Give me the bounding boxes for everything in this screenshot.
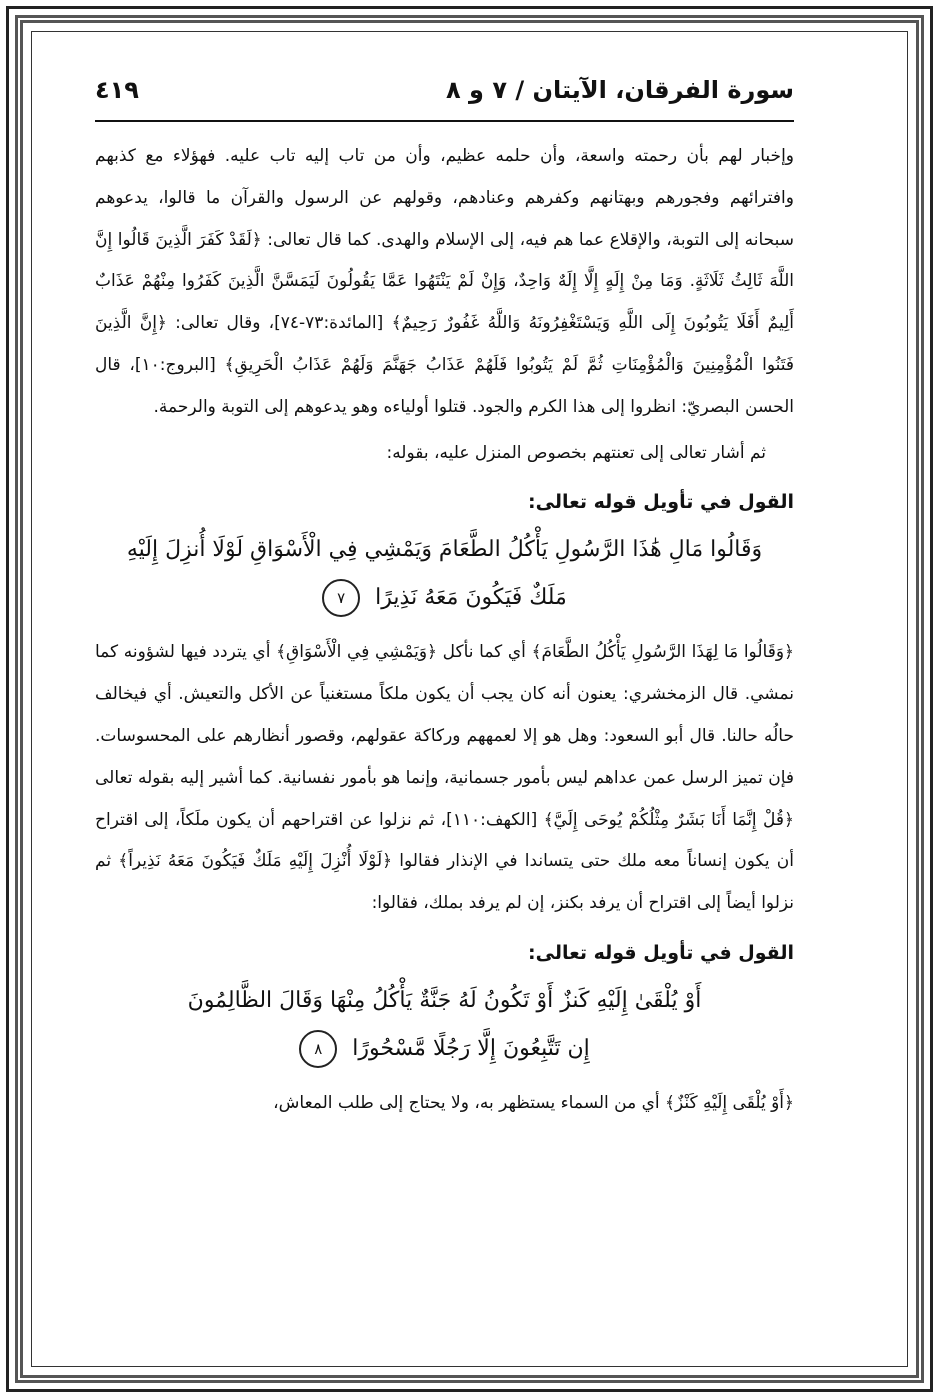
section-heading-2: القول في تأويل قوله تعالى:	[528, 941, 794, 964]
verse-7-line-1: وَقَالُوا مَالِ هَٰذَا الرَّسُولِ يَأْكُلُ الطَّعَامَ وَيَمْشِي فِي الْأَسْوَاقِ لَوْلَا أُنزِلَ إِلَيْهِ	[126, 537, 763, 563]
page-content	[95, 136, 794, 1125]
verse-7-line-2-text: مَلَكٌ فَيَكُونَ مَعَهُ نَذِيرًا	[375, 585, 567, 611]
verse-8-line-2-text: إِن تَتَّبِعُونَ إِلَّا رَجُلًا مَّسْحُورًا	[352, 1035, 590, 1061]
quran-verse-8	[95, 977, 794, 1073]
page-number: ٤١٩	[95, 76, 139, 104]
verse-8-line-1: أَوْ يُلْقَىٰ إِلَيْهِ كَنزٌ أَوْ تَكُونُ لَهُ جَنَّةٌ يَأْكُلُ مِنْهَا وَقَالَ الظَّالِمُونَ	[187, 987, 702, 1013]
running-title: سورة الفرقان، الآيتان / ٧ و ٨	[446, 76, 794, 104]
verse-8-line-2	[95, 1025, 794, 1073]
paragraph-4: ﴿أَوْ يُلْقَى إِلَيْهِ كَنْزٌ﴾ أي من السماء يستظهر به، ولا يحتاج إلى طلب المعاش،	[273, 1092, 794, 1113]
paragraph-3: ﴿وَقَالُوا مَا لِهَذَا الرَّسُولِ يَأْكُلُ الطَّعَامَ﴾ أي كما نأكل ﴿وَيَمْشِي فِي الْأَسْوَاقِ﴾ أي يتردد فيها لشؤونه كما نمشي. قال الزمخشري: يعنون أنه كان يجب أن يكون ملكاً مستغنياً عن الأكل والتعيش. أي فيخالف حالُه حالنا. قال أبو السعود: وهل هو إلا لعمههم وركاكة عقولهم، وقصور أنظارهم على المحسوسات. فإن تميز الرسل عمن عداهم ليس بأمور جسمانية، وإنما هو بأمور نفسانية. كما أشير إليه بقوله تعالى ﴿قُلْ إِنَّمَا أَنَا بَشَرٌ مِثْلُكُمْ يُوحَى إِلَيَّ﴾ [الكهف:١١٠]، ثم نزلوا عن اقتراحهم أن يكون ملَكاً، إلى اقتراح أن يكون إنساناً معه ملك حتى يتساندا في الإنذار فقالوا ﴿لَوْلَا أُنْزِلَ إِلَيْهِ مَلَكٌ فَيَكُونَ مَعَهُ نَذِيراً﴾ ثم نزلوا أيضاً إلى اقتراح أن يرفد بكنز، إن لم يرفد بملك، فقالوا:	[95, 642, 794, 914]
verse-number-marker: ٧	[322, 579, 360, 617]
paragraph-2: ثم أشار تعالى إلى تعنتهم بخصوص المنزل عليه، بقوله:	[386, 442, 766, 463]
quran-verse-7	[95, 526, 794, 622]
verse-7-line-2	[95, 574, 794, 622]
paragraph-1: وإخبار لهم بأن رحمته واسعة، وأن حلمه عظيم، وأن من تاب إليه تاب عليه. فهؤلاء مع كذبهم وافترائهم وفجورهم وبهتانهم وكفرهم وعنادهم، وقولهم عن الرسول والقرآن ما قالوا، يدعوهم سبحانه إلى التوبة، والإقلاع عما هم فيه، إلى الإسلام والهدى. كما قال تعالى: ﴿لَقَدْ كَفَرَ الَّذِينَ قَالُوا إِنَّ اللَّهَ ثَالِثُ ثَلَاثَةٍ. وَمَا مِنْ إِلَهٍ إِلَّا إِلَهٌ وَاحِدٌ، وَإِنْ لَمْ يَنْتَهُوا عَمَّا يَقُولُونَ لَيَمَسَّنَّ الَّذِينَ كَفَرُوا مِنْهُمْ عَذَابٌ أَلِيمٌ أَفَلَا يَتُوبُونَ إِلَى اللَّهِ وَيَسْتَغْفِرُونَهُ وَاللَّهُ غَفُورٌ رَحِيمٌ﴾ [المائدة:٧٣-٧٤]، وقال تعالى: ﴿إِنَّ الَّذِينَ فَتَنُوا الْمُؤْمِنِينَ وَالْمُؤْمِنَاتِ ثُمَّ لَمْ يَتُوبُوا فَلَهُمْ عَذَابُ جَهَنَّمَ وَلَهُمْ عَذَابُ الْحَرِيقِ﴾ [البروج:١٠]، قال الحسن البصريّ: انظروا إلى هذا الكرم والجود. قتلوا أولياءه وهو يدعوهم إلى التوبة والرحمة.	[95, 146, 794, 417]
page-header	[95, 76, 794, 122]
section-heading-1: القول في تأويل قوله تعالى:	[528, 491, 794, 514]
verse-number-marker: ٨	[299, 1030, 337, 1068]
book-page	[95, 76, 794, 1358]
